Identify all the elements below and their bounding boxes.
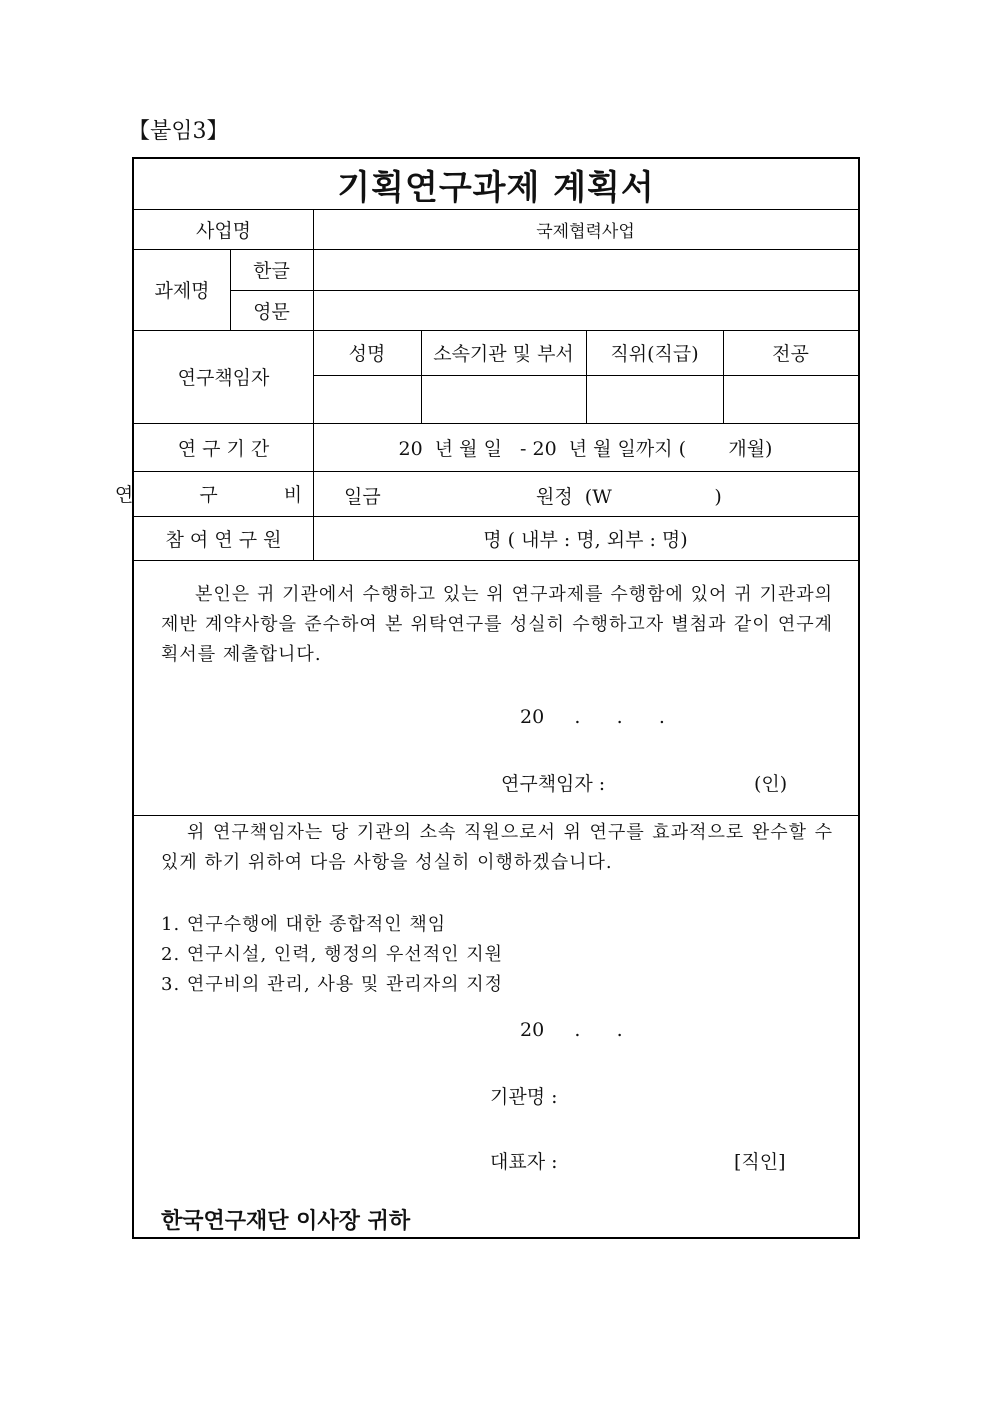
pledge-date: 20 . . . [520, 706, 665, 728]
project-label: 과제명 [154, 280, 210, 302]
pi-header-major: 전공 [772, 343, 809, 365]
attachment-label: 【붙임3】 [128, 119, 229, 144]
divider [134, 560, 858, 561]
project-english-label: 영문 [253, 300, 290, 323]
list-item: 3. 연구비의 관리, 사용 및 관리자의 지정 [161, 974, 504, 995]
pledge-text: 본인은 귀 기관에서 수행하고 있는 위 연구과제를 수행함에 있어 귀 기관과의 제반 계약사항을 준수하여 본 위탁연구를 성실히 수행하고자 별첨과 같이 연구계획서를 제출합니다. [161, 584, 833, 665]
budget-prefix: 일금 [344, 486, 381, 508]
institution-seal: [직인] [734, 1151, 786, 1173]
pledge-signer-label: 연구책임자 : [501, 773, 606, 795]
pi-header-position: 직위(직급) [610, 343, 699, 365]
period-label: 연 구 기 간 [177, 437, 270, 460]
pi-label: 연구책임자 [177, 367, 270, 389]
budget-label: 연 구 비 [114, 484, 333, 506]
business-label: 사업명 [195, 219, 252, 242]
project-korean-label: 한글 [253, 260, 290, 282]
pi-header-name: 성명 [348, 343, 386, 365]
institution-text: 위 연구책임자는 당 기관의 소속 직원으로서 위 연구를 효과적으로 완수할 수 있게 하기 위하여 다음 사항을 성실히 이행하겠습니다. [161, 822, 833, 873]
project-english-field[interactable] [313, 290, 858, 330]
participants-label: 참 여 연 구 원 [165, 528, 282, 551]
pi-affiliation-field[interactable] [421, 375, 586, 423]
period-value[interactable]: 20 년 월 일 - 20 년 월 일까지 ( 개월) [398, 437, 773, 460]
project-korean-field[interactable] [313, 249, 858, 290]
pi-name-field[interactable] [313, 375, 421, 423]
institution-date: 20 . . [520, 1019, 623, 1041]
form-title: 기획연구과제 계획서 [337, 167, 655, 208]
institution-rep-label: 대표자 : [490, 1151, 558, 1173]
pledge-seal: (인) [754, 773, 788, 795]
list-item: 1. 연구수행에 대한 종합적인 책임 [161, 914, 447, 935]
participants-value[interactable]: 명 ( 내부 : 명, 외부 : 명) [483, 528, 688, 551]
business-value[interactable]: 국제협력사업 [536, 221, 635, 242]
budget-suffix[interactable]: 원정 (W ) [536, 486, 722, 508]
divider [134, 815, 858, 816]
pi-header-affiliation: 소속기관 및 부서 [433, 343, 574, 365]
plan-form [114, 157, 860, 1239]
pi-position-field[interactable] [586, 375, 723, 423]
list-item: 2. 연구시설, 인력, 행정의 우선적인 지원 [161, 944, 504, 965]
pi-major-field[interactable] [723, 375, 858, 423]
institution-org-label: 기관명 : [490, 1086, 558, 1108]
addressee: 한국연구재단 이사장 귀하 [161, 1209, 411, 1234]
